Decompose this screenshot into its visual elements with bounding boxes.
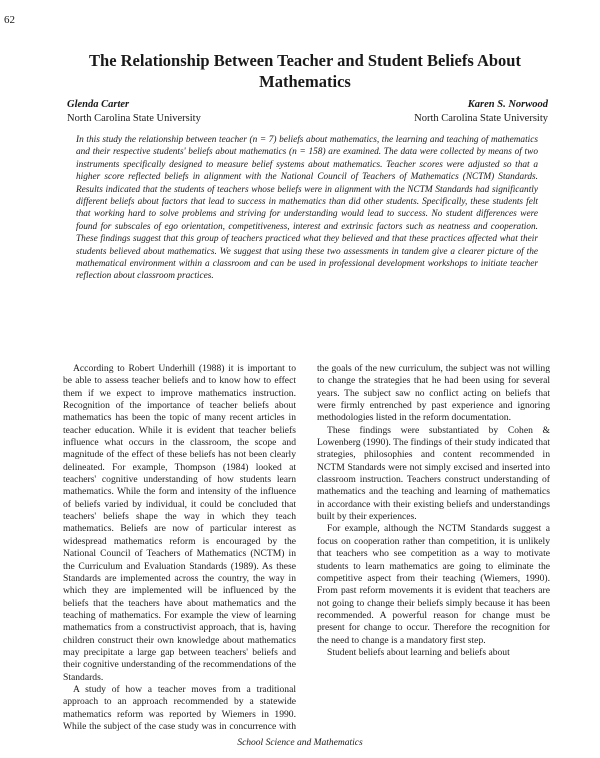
article-body bbox=[63, 363, 550, 735]
author-affiliation: North Carolina State University bbox=[67, 113, 201, 124]
author-affiliation: North Carolina State University bbox=[414, 113, 548, 124]
body-paragraph: A study of how a teacher moves from a traditional approach to an approach recommended by a statewide mathematics reform was reported by Wiemers in 1990. While the subject of the case study was in concurrence with the goals of the new curriculum, the subject was not willing to change the strategies that he had been using for several years. The subject saw no conflict acting on beliefs that were firmly entrenched by past experience and ignoring methodologies listed in the reform documentation. bbox=[63, 363, 550, 732]
author-2 bbox=[414, 98, 548, 126]
author-name: Karen S. Norwood bbox=[467, 99, 548, 110]
abstract: In this study the relationship between teacher (n = 7) beliefs about mathematics, the learning and teaching of mathematics and their respective students' beliefs about mathematics (n = 158) are examined. The data were collected by means of two instruments specifically designed to measure belief systems about mathematics. Teacher scores were adjusted so that a higher score reflected beliefs in alignment with the National Council of Teachers of Mathematics (NCTM) Standards. Results indicated that the students of teachers whose beliefs were in alignment with the NCTM Standards had significantly different beliefs about factors that lead to success in mathematics than did other students. Specifically, these students felt that working hard to solve problems and striving for understanding would lead to success. No student differences were found for subscales of ego orientation, competitiveness, interest and extrinsic factors such as neatness and cooperation. These findings suggest that this group of teachers practiced what they believed and that these practices affected what their students believed about mathematics. We suggest that using these two assessments in tandem give a clearer picture of the mathematical environment within a classroom and can be used in professional development workshops to initiate teacher reflection about classroom practices. bbox=[76, 135, 538, 282]
author-name: Glenda Carter bbox=[67, 99, 130, 110]
article-title: The Relationship Between Teacher and Student Beliefs About Mathematics bbox=[89, 51, 521, 91]
body-paragraph: Student beliefs about learning and beliefs about bbox=[327, 646, 510, 658]
body-paragraph: For example, although the NCTM Standards suggest a focus on cooperation rather than competition, it is unlikely that teachers who see competition as a way to motivate students to learn mathematics are going to eliminate the competitive aspect from their teaching (Wiemers, 1990). From past reform movements it is evident that teachers are not going to change their beliefs simply because it has been recommended. A powerful reason for change must be present for change to occur. Therefore the recognition for the need to change is a mandatory first step. bbox=[317, 523, 550, 646]
journal-footer: School Science and Mathematics bbox=[237, 738, 363, 748]
body-paragraph: These findings were substantiated by Cohen & Lowenberg (1990). The findings of their study indicated that strategies, philosophies and content recommended in NCTM Standards were not simply excised and inserted into classroom instruction. Teachers construct understanding of mathematics and the teaching and learning of mathematics in accordance with their existing beliefs and understandings built by their experiences. bbox=[317, 424, 550, 523]
author-1 bbox=[67, 98, 201, 126]
body-paragraph: According to Robert Underhill (1988) it is important to be able to assess teacher beliefs and to know how to effect them if we expect to improve mathematics instruction. Recognition of the importance of teacher beliefs about mathematics has been the topic of many recent articles in teacher education. While it is evident that teacher beliefs influence what occurs in the classroom, the scope and magnitude of the effect of these beliefs has not been clearly delineated. For example, Thompson (1984) looked at teachers' cognitive understanding of how students learn mathematics. While the form and intensity of the influence of beliefs varied by individual, it could be concluded that teachers' beliefs shape the way in which they teach mathematics. Beliefs are now of particular interest as widespread mathematics reform is encouraged by the National Council of Teachers of Mathematics (NCTM) in the Curriculum and Evaluation Standards (1989). As these Standards are implemented across the country, the way in which they are implemented will be influenced by the beliefs that the teachers have about mathematics and the teaching of mathematics. For example the view of learning mathematics from a constructivist approach, that is, having children construct their own knowledge about mathematics may precipitate a large gap between teachers' beliefs and their cognitive understanding of the recommendations of the Standards. bbox=[63, 363, 296, 683]
page-number: 62 bbox=[4, 14, 15, 26]
